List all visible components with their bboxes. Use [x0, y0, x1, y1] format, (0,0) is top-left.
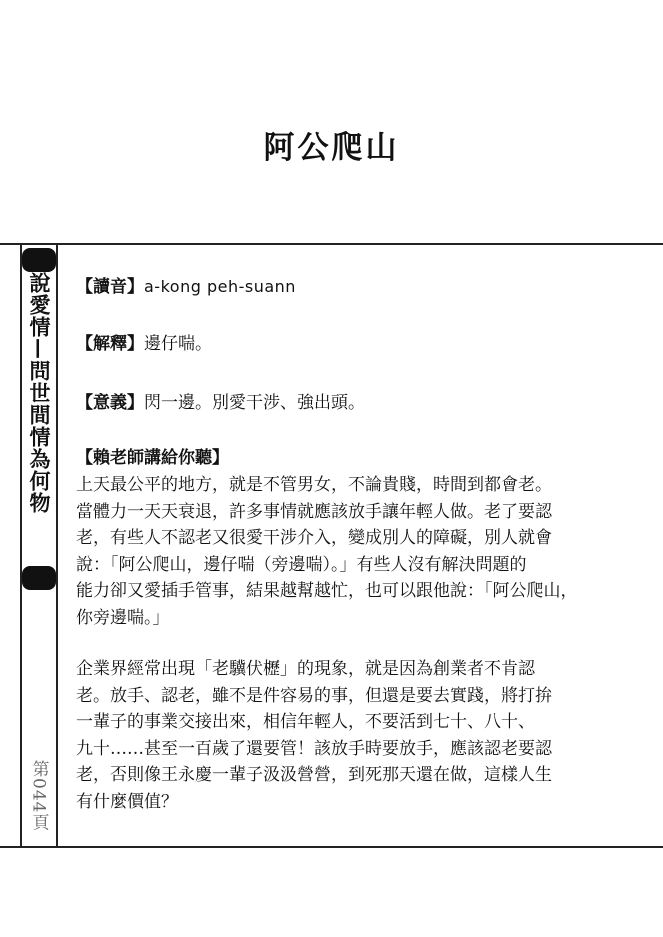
paragraph-line: 老，否則像王永慶一輩子汲汲營營，到死那天還在做，這樣人生: [76, 765, 552, 785]
paragraph-line: 九十……甚至一百歲了還要管！該放手時要放手，應該認老要認: [76, 738, 552, 759]
paragraph-line: 企業界經常出現「老驥伏櫪」的現象，就是因為創業者不肯認: [76, 659, 535, 679]
paragraph-line: 老，有些人不認老又很愛干涉介入，變成別人的障礙，別人就會: [76, 528, 552, 548]
side-chapter-title: 說愛情—問世間情為何物: [27, 272, 52, 514]
paragraph-one: [76, 472, 592, 631]
paragraph-line: 說：「阿公爬山，邊仔喘（旁邊喘）。」有些人沒有解決問題的: [76, 554, 527, 575]
side-page-number: 第044頁: [28, 760, 49, 832]
paragraph-line: 一輩子的事業交接出來，相信年輕人，不要活到七十、八十、: [76, 712, 535, 732]
reading-label: 【讀音】: [76, 277, 144, 297]
meaning-value: 閃一邊。別愛干涉、強出頭。: [144, 393, 365, 413]
talk-heading: [76, 445, 229, 471]
paragraph-line: 上天最公平的地方，就是不管男女，不論貴賤，時間到都會老。: [76, 475, 552, 495]
paragraph-two: [76, 656, 592, 815]
reading-entry: [76, 274, 296, 300]
meaning-label: 【意義】: [76, 393, 144, 413]
paragraph-line: 老。放手、認老，雖不是件容易的事，但還是要去實踐，將打拚: [76, 685, 552, 706]
paragraph-line: 當體力一天天衰退，許多事情就應該放手讓年輕人做。老了要認: [76, 501, 552, 522]
explain-value: 邊仔喘。: [144, 334, 212, 354]
side-ornament-bottom: [22, 566, 56, 590]
meaning-entry: [76, 390, 365, 416]
page-title: 阿公爬山: [263, 130, 400, 166]
explain-entry: [76, 331, 212, 357]
reading-value: a-kong peh-suann: [144, 277, 296, 296]
explain-label: 【解釋】: [76, 334, 144, 354]
talk-label: 【賴老師講給你聽】: [76, 448, 229, 468]
bottom-rule: [0, 846, 663, 848]
paragraph-line: 能力卻又愛插手管事，結果越幫越忙，也可以跟他說：「阿公爬山，: [76, 581, 578, 601]
side-column-right-border: [56, 243, 58, 848]
side-ornament-top: [22, 248, 56, 272]
top-rule: [0, 243, 663, 245]
paragraph-line: 你旁邊喘。」: [76, 607, 170, 628]
paragraph-line: 有什麼價值？: [76, 791, 178, 812]
